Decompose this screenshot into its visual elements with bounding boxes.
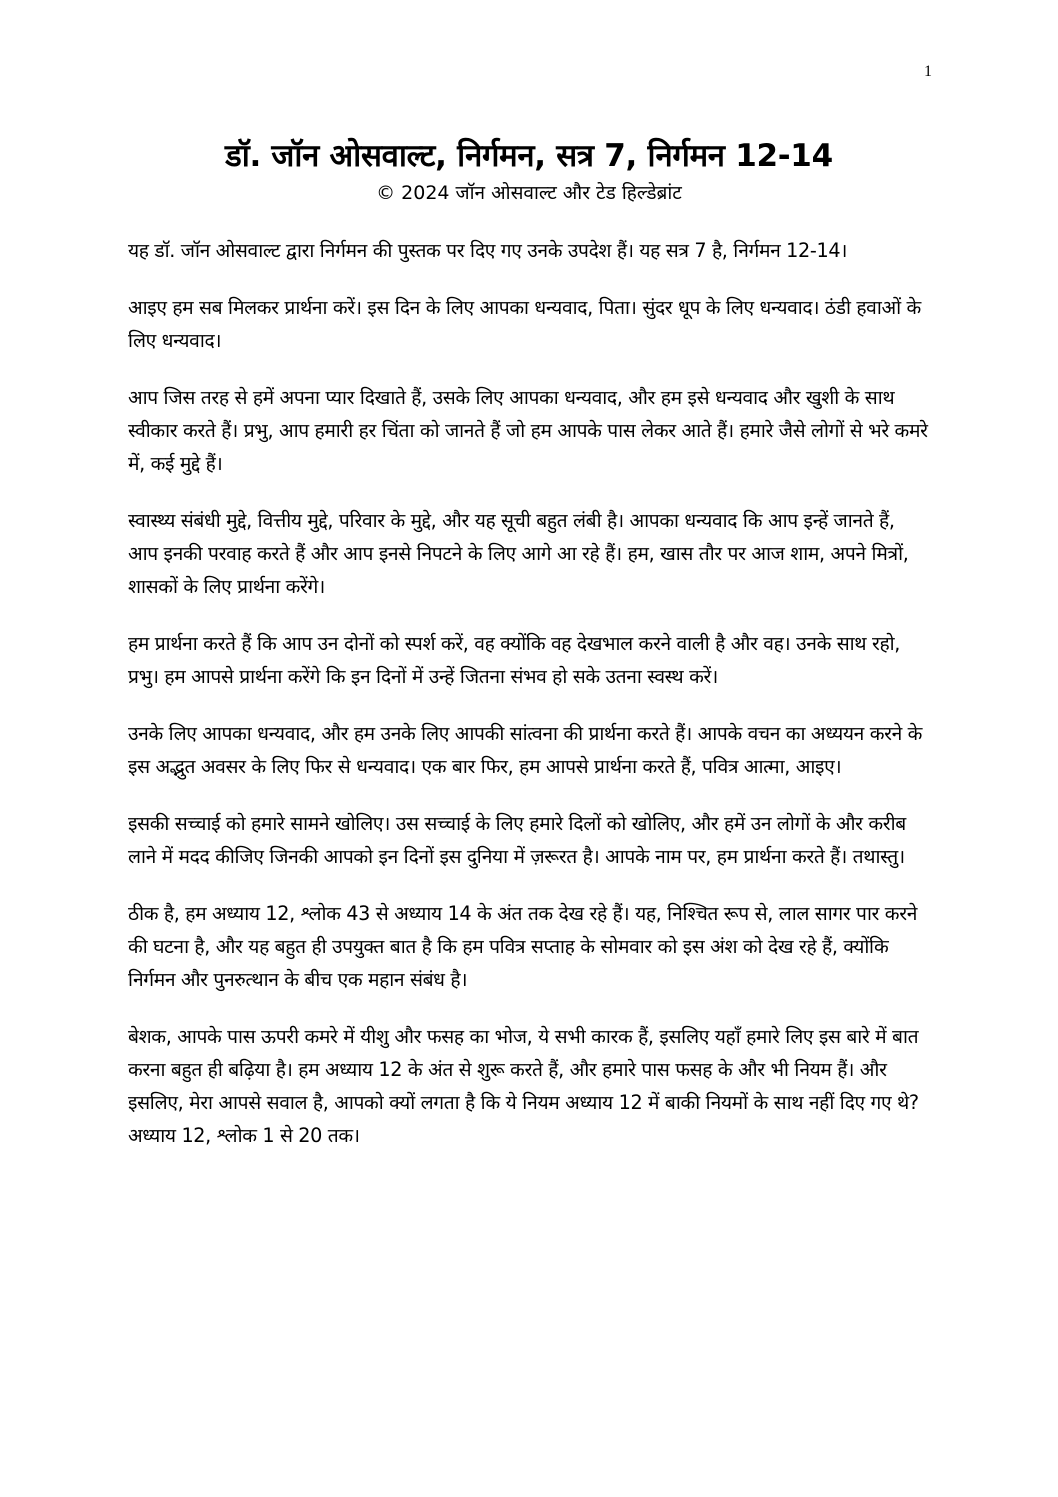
paragraph: ठीक है, हम अध्याय 12, श्लोक 43 से अध्याय 14 के अंत तक देख रहे हैं। यह, निश्चित रूप से, लाल सागर पार करने की घटना है, और यह बहुत ही उपयुक्त बात है कि हम पवित्र सप्ताह के सोमवार को इस अंश को देख रहे हैं, क्योंकि निर्गमन और पुनरुत्थान के बीच एक महान संबंध है। — [128, 902, 917, 991]
page-number: 1 — [924, 63, 932, 80]
paragraph: उनके लिए आपका धन्यवाद, और हम उनके लिए आपकी सांत्वना की प्रार्थना करते हैं। आपके वचन का अध्ययन करने के इस अद्भुत अवसर के लिए फिर से धन्यवाद। एक बार फिर, हम आपसे प्रार्थना करते हैं, पवित्र आत्मा, आइए। — [128, 722, 923, 778]
paragraph: आइए हम सब मिलकर प्रार्थना करें। इस दिन के लिए आपका धन्यवाद, पिता। सुंदर धूप के लिए धन्यवाद। ठंडी हवाओं के लिए धन्यवाद। — [128, 296, 921, 352]
document-title: डॉ. जॉन ओसवाल्ट, निर्गमन, सत्र 7, निर्गमन 12-14 — [225, 138, 833, 174]
document-body — [128, 234, 928, 1176]
paragraph: हम प्रार्थना करते हैं कि आप उन दोनों को स्पर्श करें, वह क्योंकि वह देखभाल करने वाली है और वह। उनके साथ रहो, प्रभु। हम आपसे प्रार्थना करेंगे कि इन दिनों में उन्हें जितना संभव हो सके उतना स्वस्थ करें। — [128, 632, 901, 688]
paragraph: इसकी सच्चाई को हमारे सामने खोलिए। उस सच्चाई के लिए हमारे दिलों को खोलिए, और हमें उन लोगों के और करीब लाने में मदद कीजिए जिनकी आपको इन दिनों इस दुनिया में ज़रूरत है। आपके नाम पर, हम प्रार्थना करते हैं। तथास्तु। — [128, 812, 906, 868]
paragraph: बेशक, आपके पास ऊपरी कमरे में यीशु और फसह का भोज, ये सभी कारक हैं, इसलिए यहाँ हमारे लिए इस बारे में बात करना बहुत ही बढ़िया है। हम अध्याय 12 के अंत से शुरू करते हैं, और हमारे पास फसह के और भी नियम हैं। और इसलिए, मेरा आपसे सवाल है, आपको क्यों लगता है कि ये नियम अध्याय 12 में बाकी नियमों के साथ नहीं दिए गए थे? अध्याय 12, श्लोक 1 से 20 तक। — [128, 1025, 919, 1147]
copyright-line: © 2024 जॉन ओसवाल्ट और टेड हिल्डेब्रांट — [376, 182, 682, 204]
paragraph: आप जिस तरह से हमें अपना प्यार दिखाते हैं, उसके लिए आपका धन्यवाद, और हम इसे धन्यवाद और खुशी के साथ स्वीकार करते हैं। प्रभु, आप हमारी हर चिंता को जानते हैं जो हम आपके पास लेकर आते हैं। हमारे जैसे लोगों से भरे कमरे में, कई मुद्दे हैं। — [128, 386, 928, 475]
paragraph: यह डॉ. जॉन ओसवाल्ट द्वारा निर्गमन की पुस्तक पर दिए गए उनके उपदेश हैं। यह सत्र 7 है, निर्गमन 12-14। — [128, 239, 848, 262]
paragraph: स्वास्थ्य संबंधी मुद्दे, वित्तीय मुद्दे, परिवार के मुद्दे, और यह सूची बहुत लंबी है। आपका धन्यवाद कि आप इन्हें जानते हैं, आप इनकी परवाह करते हैं और आप इनसे निपटने के लिए आगे आ रहे हैं। हम, खास तौर पर आज शाम, अपने मित्रों, शासकों के लिए प्रार्थना करेंगे। — [128, 509, 909, 598]
